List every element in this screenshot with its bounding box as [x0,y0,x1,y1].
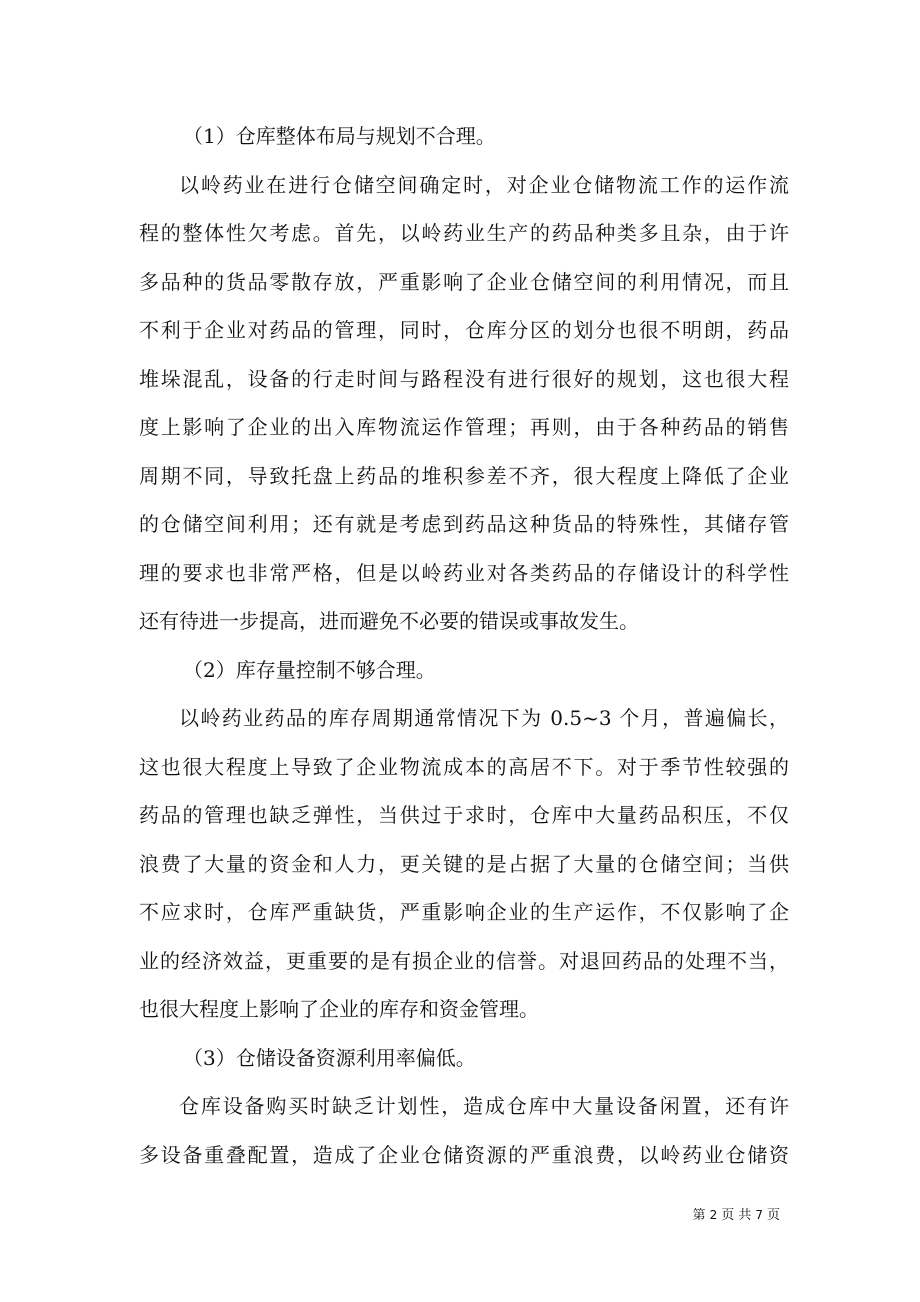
total-pages-number: 7 [755,1208,763,1222]
current-page-number: 2 [709,1208,718,1222]
paragraph-line: 药品的管理也缺乏弹性，当供过于求时，仓库中大量药品积压，不仅 [139,803,789,827]
paragraph-line: 以岭药业药品的库存周期通常情况下为 0.5~3 个月，普遍偏长， [179,706,789,730]
paragraph-line: 度上影响了企业的出入库物流运作管理；再则，由于各种药品的销售 [139,415,789,439]
paragraph-line: 不应求时，仓库严重缺货，严重影响企业的生产运作，不仅影响了企 [139,900,789,924]
paragraph-line: 不利于企业对药品的管理，同时，仓库分区的划分也很不明朗，药品 [139,318,789,342]
paragraph-line: 周期不同，导致托盘上药品的堆积参差不齐，很大程度上降低了企业 [139,463,789,488]
section-heading-3: （3）仓储设备资源利用率偏低。 [183,1045,476,1070]
page-number [693,1205,780,1226]
page-label-prefix: 第 [692,1208,706,1223]
paragraph-line: 堆垛混乱，设备的行走时间与路程没有进行很好的规划，这也很大程 [139,366,789,391]
paragraph-line: 业的经济效益，更重要的是有损企业的信誉。对退回药品的处理不当， [139,948,789,973]
paragraph-line: 这也很大程度上导致了企业物流成本的高居不下。对于季节性较强的 [139,754,789,779]
paragraph-line: 的仓储空间利用；还有就是考虑到药品这种货品的特殊性，其储存管 [139,512,789,536]
paragraph-line: 多设备重叠配置，造成了企业仓储资源的严重浪费，以岭药业仓储资 [139,1142,789,1167]
paragraph-line: 仓库设备购买时缺乏计划性，造成仓库中大量设备闲置，还有许 [179,1094,789,1118]
paragraph-line: 浪费了大量的资金和人力，更关键的是占据了大量的仓储空间；当供 [139,851,789,876]
page-label-suffix: 页 [766,1208,780,1223]
paragraph-line: 程的整体性欠考虑。首先，以岭药业生产的药品种类多且杂，由于许 [139,221,789,245]
paragraph-line: 多品种的货品零散存放，严重影响了企业仓储空间的利用情况，而且 [139,269,789,294]
section-heading-1: （1）仓库整体布局与规划不合理。 [183,124,496,148]
paragraph-line: 也很大程度上影响了企业的库存和资金管理。 [139,997,539,1021]
page-footer [0,1205,920,1225]
paragraph-line: 以岭药业在进行仓储空间确定时，对企业仓储物流工作的运作流 [179,172,789,197]
section-heading-2: （2）库存量控制不够合理。 [183,657,436,682]
document-body [139,112,789,1179]
paragraph-line: 理的要求也非常严格，但是以岭药业对各类药品的存储设计的科学性 [139,560,789,585]
paragraph-line: 还有待进一步提高，进而避免不必要的错误或事故发生。 [139,609,639,633]
page-label-middle: 页 共 [721,1208,752,1223]
